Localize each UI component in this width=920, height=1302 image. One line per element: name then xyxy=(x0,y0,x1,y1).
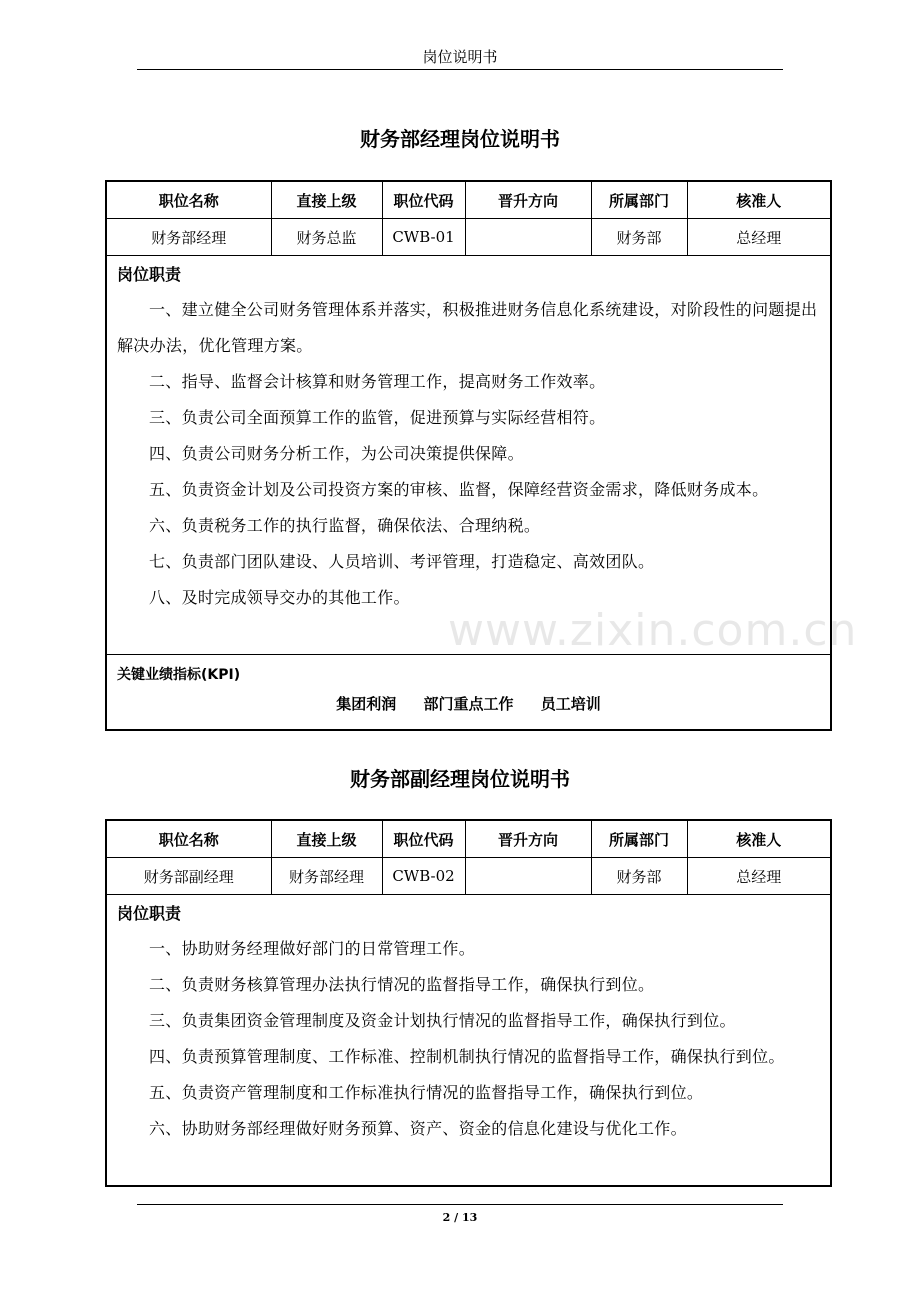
duty-item: 七、负责部门团队建设、人员培训、考评管理，打造稳定、高效团队。 xyxy=(149,552,655,571)
value-row xyxy=(106,858,831,895)
duty-item: 四、负责预算管理制度、工作标准、控制机制执行情况的监督指导工作，确保执行到位。 xyxy=(149,1047,785,1066)
duty-item: 四、负责公司财务分析工作，为公司决策提供保障。 xyxy=(149,444,524,463)
header-row xyxy=(106,820,831,858)
col-header-position-code: 职位代码 xyxy=(382,181,465,219)
duty-item: 八、及时完成领导交办的其他工作。 xyxy=(149,588,410,607)
col-header-supervisor: 直接上级 xyxy=(271,820,382,858)
value-approver: 总经理 xyxy=(687,858,831,895)
duty-item: 一、协助财务经理做好部门的日常管理工作。 xyxy=(149,939,476,958)
value-row xyxy=(106,219,831,256)
col-header-approver: 核准人 xyxy=(687,820,831,858)
duty-item: 六、负责税务工作的执行监督，确保依法、合理纳税。 xyxy=(149,516,541,535)
doc2-duties-section xyxy=(106,895,831,1187)
kpi-item: 部门重点工作 xyxy=(423,695,514,713)
value-supervisor: 财务总监 xyxy=(271,219,382,256)
duty-item: 三、负责公司全面预算工作的监管，促进预算与实际经营相符。 xyxy=(149,408,606,427)
col-header-department: 所属部门 xyxy=(591,820,687,858)
value-position-code: CWB-01 xyxy=(382,219,465,256)
duties-title: 岗位职责 xyxy=(117,904,182,923)
doc1-table xyxy=(105,180,832,731)
value-position-name: 财务部经理 xyxy=(106,219,271,256)
doc1-kpi-section xyxy=(106,655,831,731)
col-header-position-name: 职位名称 xyxy=(106,820,271,858)
watermark: www.zixin.com.cn xyxy=(448,605,858,656)
value-promotion xyxy=(465,219,591,256)
value-position-code: CWB-02 xyxy=(382,858,465,895)
doc1-duties-section xyxy=(106,256,831,655)
value-department: 财务部 xyxy=(591,219,687,256)
value-position-name: 财务部副经理 xyxy=(106,858,271,895)
page-header-title: 岗位说明书 xyxy=(422,48,498,66)
col-header-promotion: 晋升方向 xyxy=(465,181,591,219)
value-department: 财务部 xyxy=(591,858,687,895)
duty-item: 六、协助财务部经理做好财务预算、资产、资金的信息化建设与优化工作。 xyxy=(149,1119,687,1138)
col-header-department: 所属部门 xyxy=(591,181,687,219)
doc2-title: 财务部副经理岗位说明书 xyxy=(350,767,570,791)
value-approver: 总经理 xyxy=(687,219,831,256)
value-promotion xyxy=(465,858,591,895)
col-header-position-name: 职位名称 xyxy=(106,181,271,219)
kpi-item: 集团利润 xyxy=(336,695,397,713)
footer-divider xyxy=(137,1204,783,1205)
duties-title: 岗位职责 xyxy=(117,265,182,284)
col-header-position-code: 职位代码 xyxy=(382,820,465,858)
kpi-list xyxy=(117,687,820,721)
doc1-title: 财务部经理岗位说明书 xyxy=(360,127,560,151)
value-supervisor: 财务部经理 xyxy=(271,858,382,895)
duty-item: 一、建立健全公司财务管理体系并落实，积极推进财务信息化系统建设，对阶段性的问题提出解决办法，优化管理方案。 xyxy=(117,300,818,355)
header-divider xyxy=(137,69,783,70)
col-header-supervisor: 直接上级 xyxy=(271,181,382,219)
doc2-table xyxy=(105,819,832,1187)
kpi-item: 员工培训 xyxy=(540,695,601,713)
duty-item: 三、负责集团资金管理制度及资金计划执行情况的监督指导工作，确保执行到位。 xyxy=(149,1011,736,1030)
duty-item: 五、负责资金计划及公司投资方案的审核、监督，保障经营资金需求，降低财务成本。 xyxy=(149,480,769,499)
duty-item: 二、负责财务核算管理办法执行情况的监督指导工作，确保执行到位。 xyxy=(149,975,655,994)
header-row xyxy=(106,181,831,219)
duty-item: 五、负责资产管理制度和工作标准执行情况的监督指导工作，确保执行到位。 xyxy=(149,1083,704,1102)
col-header-approver: 核准人 xyxy=(687,181,831,219)
page-number: 2 / 13 xyxy=(442,1211,478,1224)
kpi-title: 关键业绩指标(KPI) xyxy=(117,667,241,683)
duty-item: 二、指导、监督会计核算和财务管理工作，提高财务工作效率。 xyxy=(149,372,606,391)
col-header-promotion: 晋升方向 xyxy=(465,820,591,858)
